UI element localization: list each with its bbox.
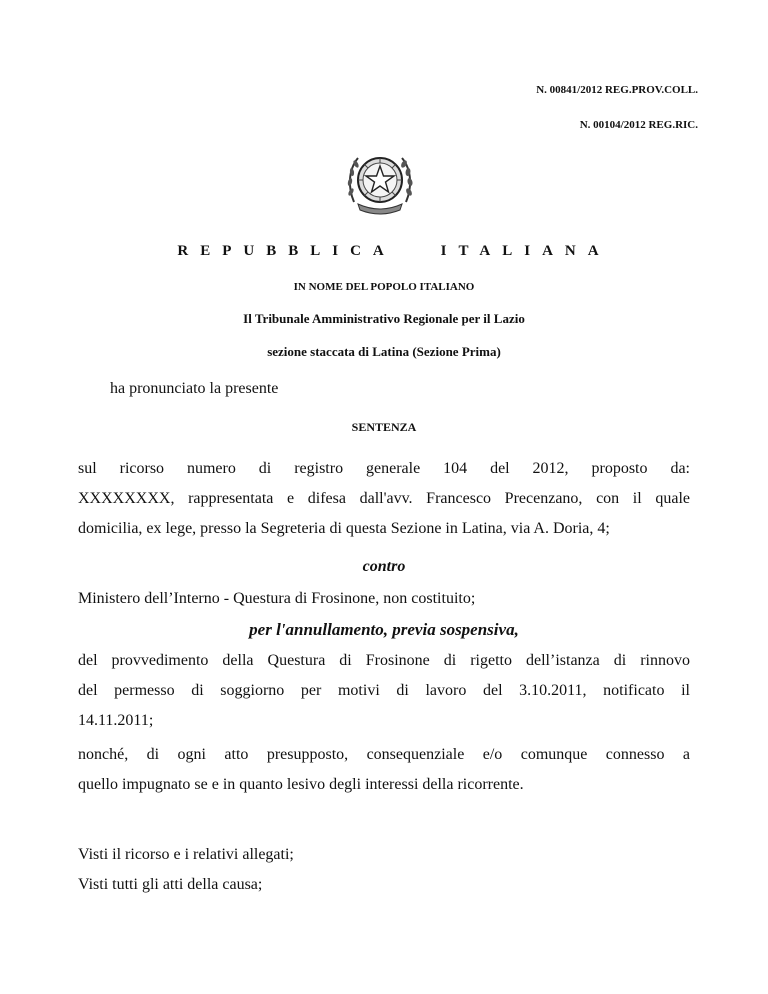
contro-heading: contro [362, 558, 406, 575]
reference-number-coll: N. 00841/2012 REG.PROV.COLL. [536, 84, 698, 96]
provvedimento-paragraph [78, 646, 690, 736]
annullamento-heading: per l'annullamento, previa sospensiva, [249, 620, 519, 639]
nonche-line: nonché, di ogni atto presupposto, consequenziale e/o comunque connesso a [78, 746, 690, 763]
sezione-heading: sezione staccata di Latina (Sezione Prima) [267, 344, 501, 359]
nonche-line: quello impugnato se e in quanto lesivo degli interessi della ricorrente. [78, 776, 524, 793]
reference-number-ric: N. 00104/2012 REG.RIC. [579, 119, 698, 131]
provvedimento-line: 14.11.2011; [78, 712, 154, 729]
provvedimento-line: del provvedimento della Questura di Frosinone di rigetto dell’istanza di rinnovo [78, 652, 690, 669]
sentenza-heading: SENTENZA [351, 420, 417, 434]
tribunale-heading: Il Tribunale Amministrativo Regionale per il Lazio [243, 311, 525, 326]
ministero-text: Ministero dell’Interno - Questura di Frosinone, non costituito; [78, 590, 476, 607]
nonche-paragraph [78, 740, 690, 800]
in-nome-heading: IN NOME DEL POPOLO ITALIANO [293, 281, 475, 293]
ricorso-line: XXXXXXXX, rappresentata e difesa dall'avv. Francesco Precenzano, con il quale [78, 490, 690, 507]
visti-ricorso-text: Visti il ricorso e i relativi allegati; [78, 846, 294, 863]
provvedimento-line: del permesso di soggiorno per motivi di lavoro del 3.10.2011, notificato il [78, 682, 690, 699]
ricorso-line: sul ricorso numero di registro generale 104 del 2012, proposto da: [78, 460, 690, 477]
ricorso-paragraph [78, 454, 690, 544]
ricorso-line: domicilia, ex lege, presso la Segreteria di questa Sezione in Latina, via A. Doria, 4; [78, 520, 610, 537]
republic-heading: REPUBBLICA ITALIANA [177, 243, 611, 259]
italian-republic-emblem-icon [340, 140, 420, 220]
pronunciato-text: ha pronunciato la presente [110, 380, 279, 397]
visti-atti-text: Visti tutti gli atti della causa; [78, 876, 263, 893]
